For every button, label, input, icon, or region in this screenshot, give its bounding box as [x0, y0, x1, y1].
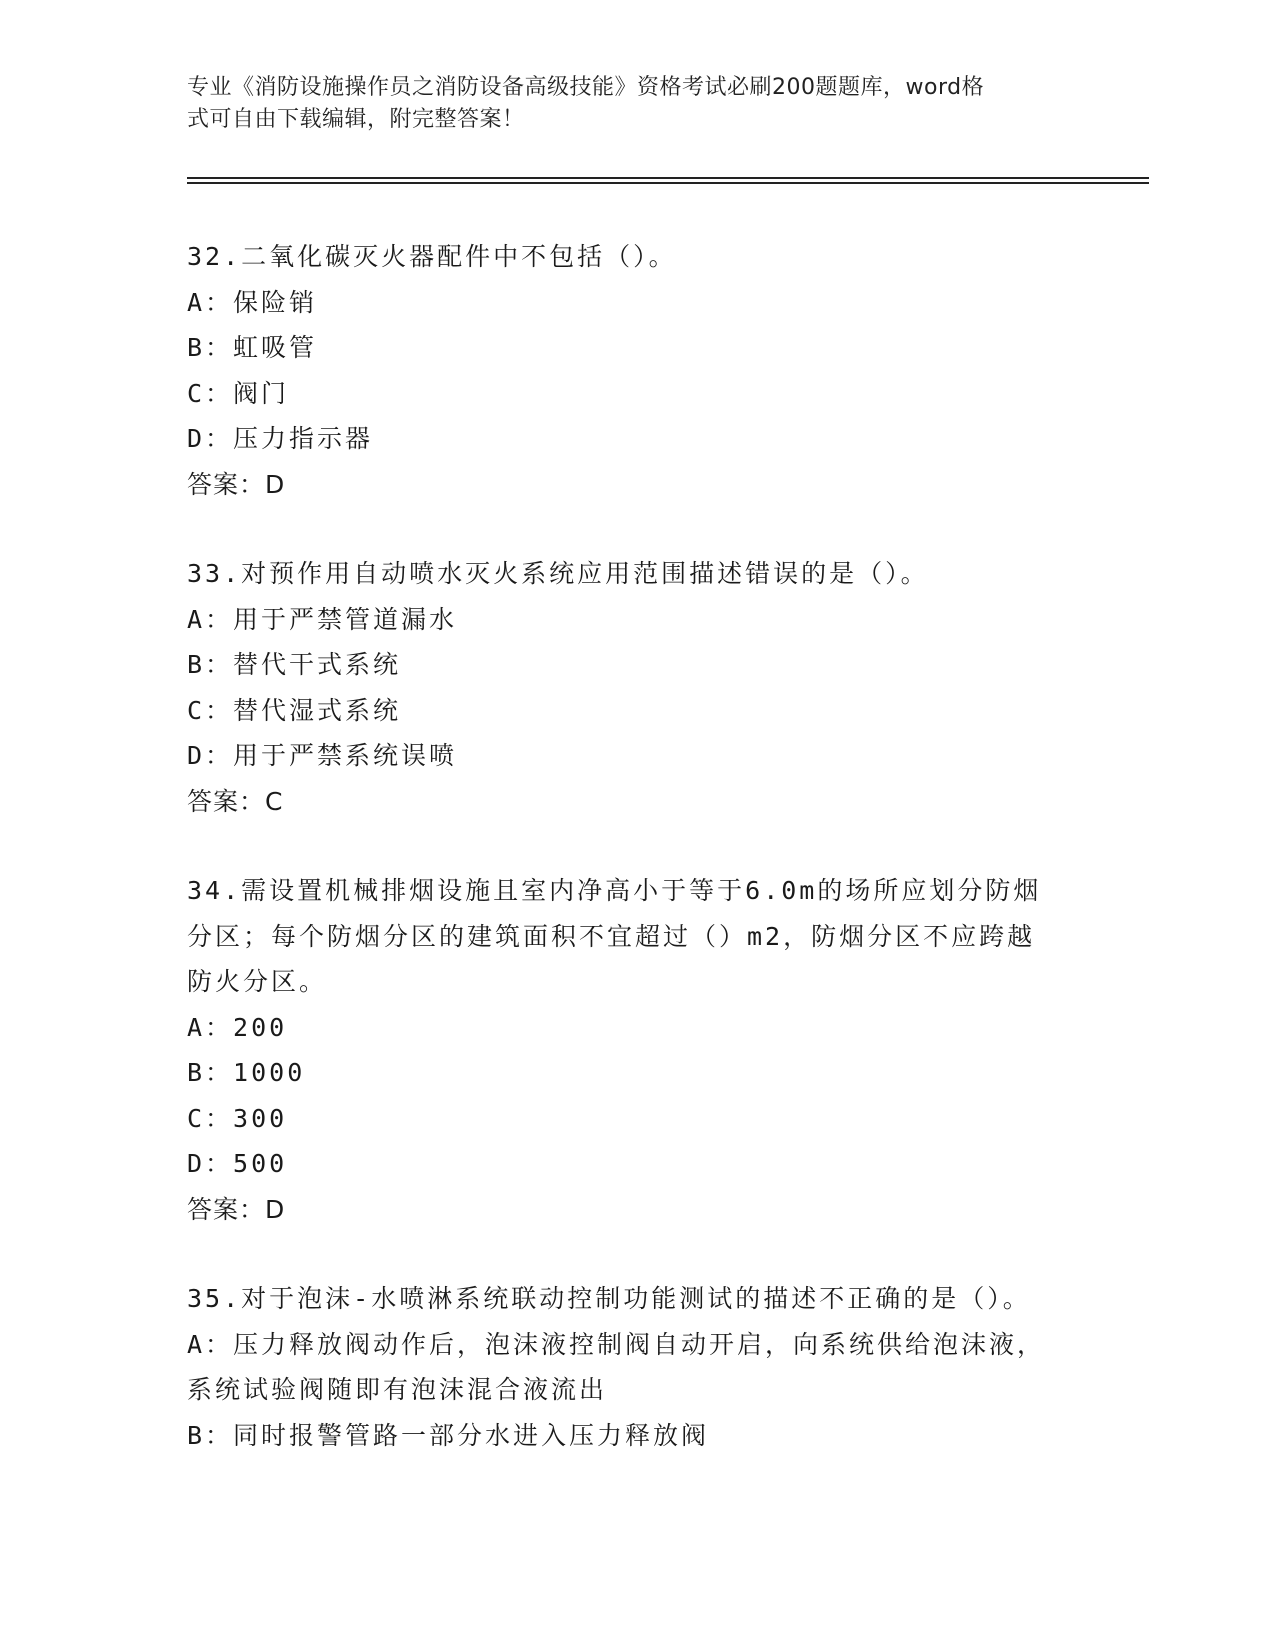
option-d: D：500: [187, 1149, 288, 1178]
header-divider-top: [187, 177, 1149, 179]
option-b: B：替代干式系统: [187, 650, 402, 679]
header-line-1: 专业《消防设施操作员之消防设备高级技能》资格考试必刷200题题库，word格: [187, 75, 985, 100]
answer-key: 答案：C: [187, 786, 284, 816]
question-34: [187, 868, 1087, 1232]
option-a: A：保险销: [187, 287, 318, 317]
option-c: C：阀门: [187, 378, 290, 408]
option-b: B：同时报警管路一部分水进入压力释放阀: [187, 1420, 710, 1450]
option-b: B：虹吸管: [187, 333, 318, 362]
answer-key: 答案：D: [187, 469, 286, 499]
question-stem: 32.二氧化碳灭火器配件中不包括（）。: [187, 242, 677, 271]
question-33: [187, 551, 1087, 824]
option-a: A：压力释放阀动作后，泡沫液控制阀自动开启，向系统供给泡沫液，: [187, 1329, 1046, 1359]
option-b: B：1000: [187, 1058, 306, 1087]
option-d: D：压力指示器: [187, 424, 374, 453]
question-32: [187, 234, 1087, 507]
option-a-continued: 系统试验阀随即有泡沫混合液流出: [187, 1375, 608, 1404]
question-stem: 33.对预作用自动喷水灭火系统应用范围描述错误的是（）。: [187, 559, 929, 588]
option-a: A：200: [187, 1012, 288, 1042]
question-35: [187, 1276, 1087, 1458]
option-c: C：替代湿式系统: [187, 695, 402, 725]
document-header: [187, 72, 1087, 136]
answer-key: 答案：D: [187, 1194, 286, 1224]
question-stem: 35.对于泡沫-水喷淋系统联动控制功能测试的描述不正确的是（）。: [187, 1284, 1031, 1313]
option-d: D：用于严禁系统误喷: [187, 741, 458, 770]
option-c: C：300: [187, 1103, 288, 1133]
header-line-2: 式可自由下载编辑，附完整答案！: [187, 107, 525, 132]
option-a: A：用于严禁管道漏水: [187, 604, 458, 634]
question-stem-line-2: 分区；每个防烟分区的建筑面积不宜超过（）m2，防烟分区不应跨越: [187, 921, 1036, 951]
question-list: [187, 234, 1087, 1502]
question-stem-line-3: 防火分区。: [187, 967, 328, 996]
question-stem-line-1: 34.需设置机械排烟设施且室内净高小于等于6.0m的场所应划分防烟: [187, 876, 1042, 905]
header-divider-bottom: [187, 182, 1149, 184]
